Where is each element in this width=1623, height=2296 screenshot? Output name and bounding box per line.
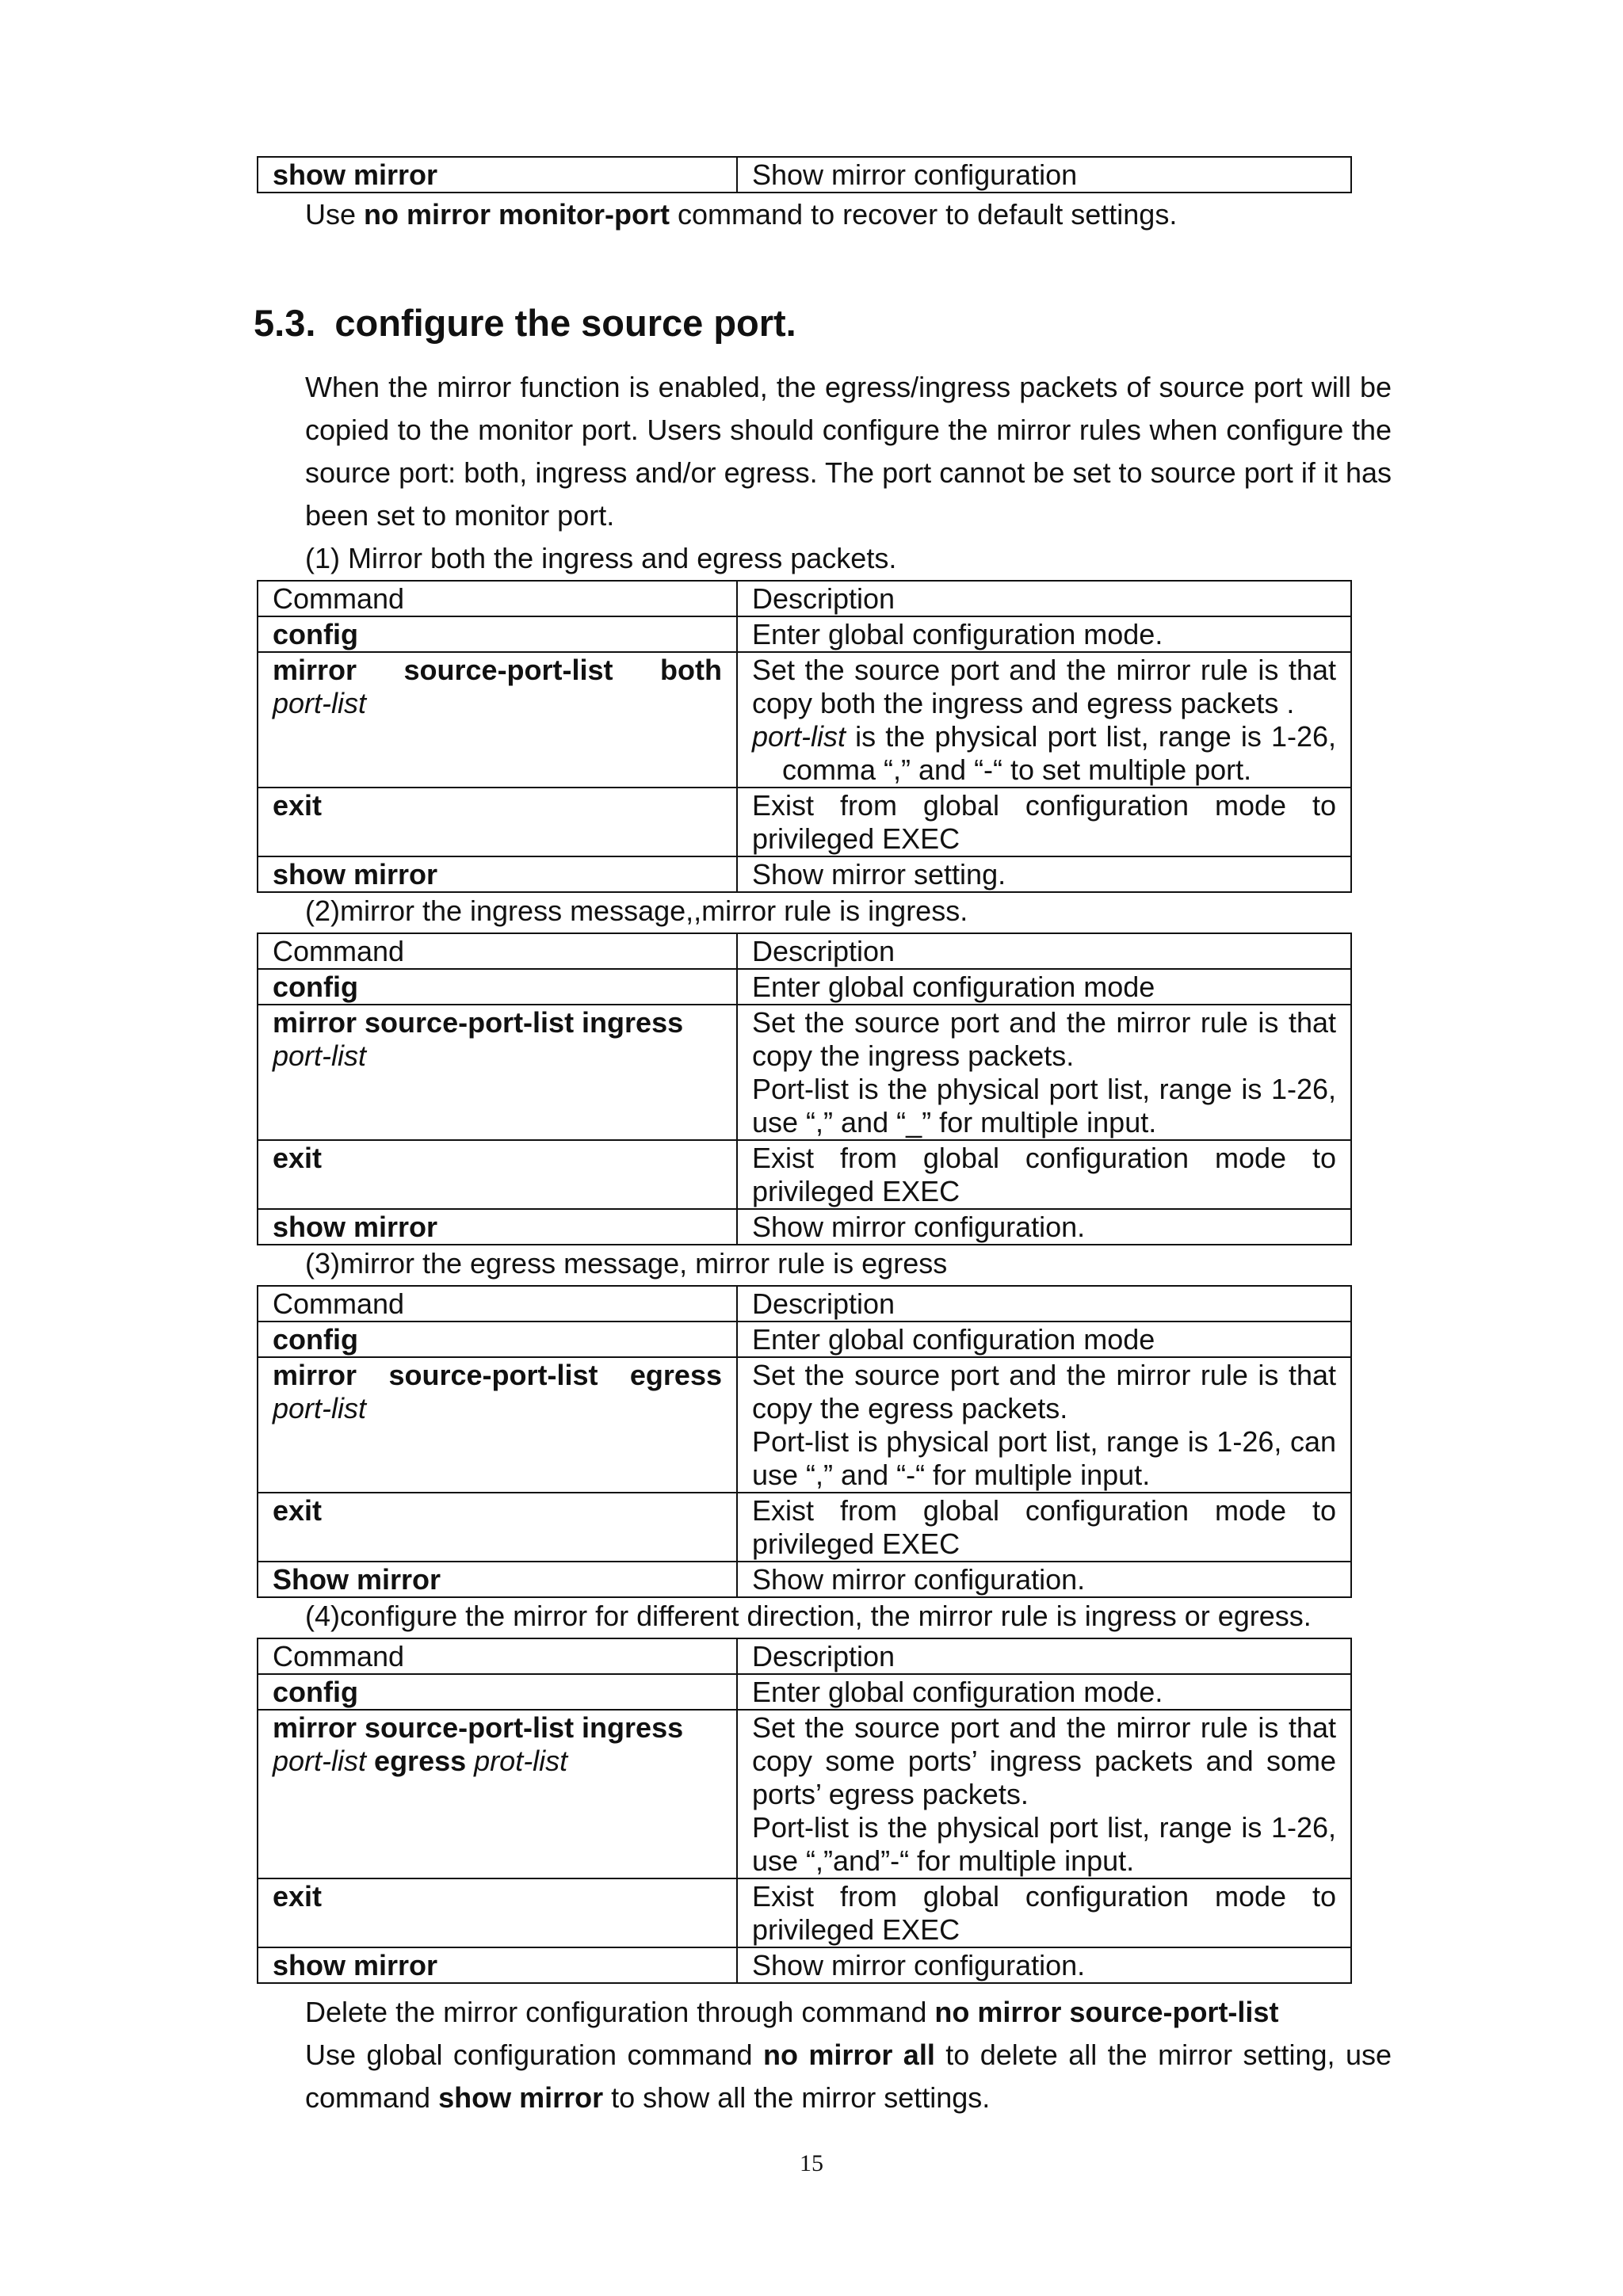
table-row xyxy=(258,157,1351,193)
command-cell: config xyxy=(258,616,737,652)
command-cell: show mirror xyxy=(258,856,737,892)
command-cell: mirror source-port-list ingress port-list egress prot-list xyxy=(258,1710,737,1878)
description-cell: Set the source port and the mirror rule is that copy some ports’ ingress packets and some ports’ egress packets. Port-list is the physical port list, range is 1-26, use “,”and”-“ for multiple input. xyxy=(737,1710,1351,1878)
description-cell: Set the source port and the mirror rule is that copy the ingress packets. Port-list is the physical port list, range is 1-26, use “,” and “_” for multiple input. xyxy=(737,1005,1351,1140)
command-table-2 xyxy=(257,933,1352,1245)
command-cell: mirror source-port-list both port-list xyxy=(258,652,737,788)
section-number: 5.3. xyxy=(254,302,316,344)
description-cell: Exist from global configuration mode to privileged EXEC xyxy=(737,1878,1351,1947)
command-cell: config xyxy=(258,969,737,1005)
case-caption: (3)mirror the egress message, mirror rule is egress xyxy=(305,1247,948,1280)
table-row xyxy=(258,1140,1351,1209)
description-cell: Exist from global configuration mode to privileged EXEC xyxy=(737,1140,1351,1209)
table-row xyxy=(258,788,1351,856)
command-cell: mirror source-port-list ingress port-list xyxy=(258,1005,737,1140)
header-description: Description xyxy=(737,581,1351,616)
command-cell: Show mirror xyxy=(258,1562,737,1597)
table-row xyxy=(258,1674,1351,1710)
table-row xyxy=(258,1947,1351,1983)
command-table-4 xyxy=(257,1638,1352,1984)
description-cell: Set the source port and the mirror rule is that copy the egress packets. Port-list is physical port list, range is 1-26, can use “,” and “-“ for multiple input. xyxy=(737,1357,1351,1493)
header-description: Description xyxy=(737,1638,1351,1674)
command-cell: exit xyxy=(258,788,737,856)
section-title: configure the source port. xyxy=(334,302,796,344)
section-paragraph: When the mirror function is enabled, the egress/ingress packets of source port will be copied to the monitor port. Users should configure the mirror rules when configure the source port: both, ingress and/or egress. The port cannot be set to source port if it has been set to monitor port. xyxy=(305,371,1392,532)
closing-line-1: Delete the mirror configuration through command no mirror source-port-list xyxy=(305,1996,1279,2028)
command-cell: exit xyxy=(258,1493,737,1562)
table-row xyxy=(258,652,1351,788)
table-row xyxy=(258,1562,1351,1597)
intro-note: Use no mirror monitor-port command to recover to default settings. xyxy=(305,198,1178,231)
table-row xyxy=(258,1493,1351,1562)
header-command: Command xyxy=(258,933,737,969)
table-row xyxy=(258,1209,1351,1245)
closing-line-2: Use global configuration command no mirror all to delete all the mirror setting, use command show mirror to show all the mirror settings. xyxy=(305,2039,1392,2114)
table-header-row xyxy=(258,581,1351,616)
description-cell: Enter global configuration mode. xyxy=(737,1674,1351,1710)
command-cell: config xyxy=(258,1674,737,1710)
table-row xyxy=(258,1878,1351,1947)
command-cell: show mirror xyxy=(258,157,737,193)
header-description: Description xyxy=(737,933,1351,969)
table-header-row xyxy=(258,1286,1351,1322)
description-cell: Set the source port and the mirror rule is that copy both the ingress and egress packets . port-list is the physical port list, range is 1-26, comma “,” and “-“ to set multiple port. xyxy=(737,652,1351,788)
table-row xyxy=(258,1710,1351,1878)
case-caption: (4)configure the mirror for different direction, the mirror rule is ingress or egress. xyxy=(305,1600,1312,1632)
command-cell: show mirror xyxy=(258,1947,737,1983)
case-caption: (2)mirror the ingress message,,mirror rule is ingress. xyxy=(305,894,968,927)
description-cell: Show mirror configuration. xyxy=(737,1562,1351,1597)
command-cell: show mirror xyxy=(258,1209,737,1245)
description-cell: Show mirror setting. xyxy=(737,856,1351,892)
table-header-row xyxy=(258,1638,1351,1674)
closing-paragraph xyxy=(305,1991,1392,2119)
description-cell: Show mirror configuration xyxy=(737,157,1351,193)
command-cell: config xyxy=(258,1322,737,1357)
page-number: 15 xyxy=(800,2150,823,2176)
header-command: Command xyxy=(258,581,737,616)
table-row xyxy=(258,616,1351,652)
command-table-3 xyxy=(257,1285,1352,1598)
table-row xyxy=(258,1005,1351,1140)
description-cell: Enter global configuration mode xyxy=(737,969,1351,1005)
header-command: Command xyxy=(258,1638,737,1674)
description-cell: Show mirror configuration. xyxy=(737,1209,1351,1245)
header-command: Command xyxy=(258,1286,737,1322)
description-cell: Enter global configuration mode. xyxy=(737,616,1351,652)
table-header-row xyxy=(258,933,1351,969)
top-command-table xyxy=(257,156,1352,193)
table-row xyxy=(258,1357,1351,1493)
command-cell: mirror source-port-list egress port-list xyxy=(258,1357,737,1493)
case-caption: (1) Mirror both the ingress and egress packets. xyxy=(305,542,897,574)
description-cell: Exist from global configuration mode to privileged EXEC xyxy=(737,1493,1351,1562)
description-cell: Show mirror configuration. xyxy=(737,1947,1351,1983)
header-description: Description xyxy=(737,1286,1351,1322)
command-cell: exit xyxy=(258,1140,737,1209)
table-row xyxy=(258,969,1351,1005)
command-table-1 xyxy=(257,580,1352,893)
section-heading xyxy=(254,299,796,347)
table-row xyxy=(258,856,1351,892)
table-row xyxy=(258,1322,1351,1357)
description-cell: Exist from global configuration mode to privileged EXEC xyxy=(737,788,1351,856)
command-cell: exit xyxy=(258,1878,737,1947)
description-cell: Enter global configuration mode xyxy=(737,1322,1351,1357)
